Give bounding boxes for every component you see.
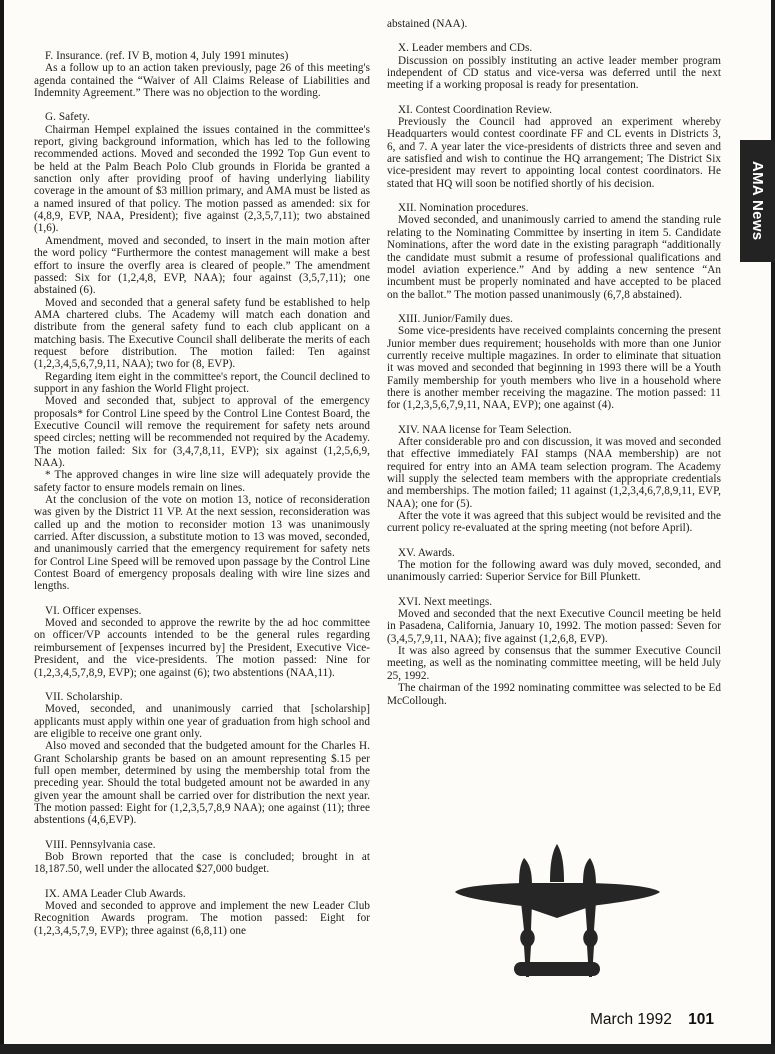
body-paragraph: Moved and seconded to approve and implement the new Leader Club Recognition Awards program. The motion passed: Eight for (1,2,3,4,5,7,9, EVP); three against (6,8,11) one [34,900,370,937]
section-heading: XI. Contest Coordination Review. [398,103,553,116]
body-paragraph: Previously the Council had approved an experiment whereby Headquarters would contest coordinate FF and CL events in Districts 3, 6, and 7. A year later the vice-presidents of districts three and seven and are satisfied and wish to continue the HQ arrangement; The District Six vice-president may revert to appointing local contest coordinators. He stated that HQ will soon be notified shortly of his decision. [387,116,721,190]
body-paragraph: Discussion on possibly instituting an active leader member program independent of CD status and vice-versa was deferred until the next meeting if a working proposal is ready for presentation. [387,54,721,92]
body-paragraph: Also moved and seconded that the budgeted amount for the Charles H. Grant Scholarship grants be based on an amount representing $.15 per full open member, determined by using the membership total from the preceding year. Should the total budgeted amount not be awarded in any given year the amount shall be carried over for distribution the next year. The motion passed: Eight for (1,2,3,5,7,8,9 NAA); one against (11); three abstentions (4,6,EVP). [34,740,370,827]
body-paragraph: Amendment, moved and seconded, to insert in the main motion after the word policy “Furthermore the contest management will make a best effort to insure the overfly area is cleared of people.” The amendment passed: Six for (1,2,4,8, EVP, NAA); four against (3,5,7,11); one abstained (6). [34,234,370,297]
minutes-section [34,50,370,99]
minutes-section [387,424,721,535]
body-paragraph: Moved seconded, and unanimously carried to amend the standing rule relating to the Nominating Committee by inserting in item 5. Candidate Nominations, after the word date in the existing paragraph “additionally the candidate must submit a resume of professional qualifications and model aviation experience.” And by adding a new sentence “An incumbent must be properly nominated and have accepted to be placed on the ballot.” The motion passed unanimously (6,7,8 abstained). [387,214,721,301]
body-paragraph: As a follow up to an action taken previously, page 26 of this meeting's agenda contained the “Waiver of All Claims Release of Liabilities and Indemnity Agreement.” There was no objection to the wording. [34,62,370,100]
minutes-section [34,111,370,592]
section-heading: XVI. Next meetings. [398,595,493,608]
body-paragraph: The chairman of the 1992 nominating committee was selected to be Ed McCollough. [387,682,721,707]
section-heading: X. Leader members and CDs. [398,42,533,55]
section-heading: F. Insurance. (ref. IV B, motion 4, July 1991 minutes) [45,50,289,62]
airplane-shape [455,844,660,977]
section-heading: VII. Scholarship. [45,690,123,703]
body-paragraph: At the conclusion of the vote on motion 13, notice of reconsideration was given by the District 11 VP. At the next session, reconsideration was called up and the motion to reconsider motion 13 was unanimously carried. After discussion, a substitute motion to 13 was moved, seconded, and unanimously carried that the emergency requirement for safety nets for Control Line Speed will be removed upon passage by the Control Line Contest Board of emergency proposals dealing with wire line sizes and lengths. [34,494,370,593]
section-heading: XII. Nomination procedures. [398,202,529,215]
minutes-section [387,547,721,584]
right-column [387,18,721,719]
minutes-section [387,104,721,190]
section-tab-label: AMA News [749,161,766,241]
body-paragraph: Chairman Hempel explained the issues contained in the committee's report, giving background information, which has led to the following recommended actions. Moved and seconded the 1992 Top Gun event to be held at the Palm Beach Polo Club grounds in Florida be granted a sanction only after providing proof of having underlying liability coverage in the amount of $3 million primary, and AMA must be listed as a named insured of that policy. The motion passed as amended: six for (4,8,9, EVP, NAA, President); five against (2,3,5,7,11); two abstained (1,6). [34,123,370,235]
left-column [34,50,370,949]
airplane-silhouette-icon [452,842,667,977]
body-paragraph: Moved and seconded that, subject to approval of the emergency proposals* for Control Line speed by the Control Line Contest Board, the Executive Council will remove the requirement for safety nets around speed circles; netting will be recommended not required by the Academy. The motion failed: Six for (3,4,7,8,11, EVP); six against (1,2,5,6,9, NAA). [34,395,370,469]
minutes-section [387,313,721,412]
section-heading: VI. Officer expenses. [45,604,142,617]
minutes-section [34,888,370,937]
body-paragraph: Moved and seconded that the next Executive Council meeting be held in Pasadena, California, January 10, 1992. The motion passed: Seven for (3,4,5,7,9,11, NAA); five against (1,2,6,8, EVP). [387,608,721,645]
minutes-section [387,596,721,707]
section-heading: G. Safety. [45,111,90,124]
section-tab [740,140,775,262]
body-paragraph: The motion for the following award was duly moved, seconded, and unanimously carried: Superior Service for Bill Plunkett. [387,559,721,584]
body-paragraph: Bob Brown reported that the case is concluded; brought in at 18,187.50, well under the allocated $27,000 budget. [34,850,370,876]
section-heading: XIV. NAA license for Team Selection. [398,423,572,436]
body-paragraph: After the vote it was agreed that this subject would be revisited and the current policy re-evaluated at the spring meeting (not before April). [387,510,721,535]
issue-date: March 1992 [590,1011,672,1028]
scan-border-bottom [0,1044,775,1054]
body-paragraph: Moved and seconded to approve the rewrite by the ad hoc committee on officer/VP accounts intended to be the general rules regarding reimbursement of [expenses incurred by] the President, Executive Vice-President, and the vice-presidents. The motion passed: Nine for (1,2,3,4,5,7,8,9, EVP); one against (6); two abstentions (NAA,11). [34,617,370,679]
body-paragraph: It was also agreed by consensus that the summer Executive Council meeting, as well as the nominating committee meeting, will be held July 25, 1992. [387,645,721,682]
body-paragraph: Some vice-presidents have received complaints concerning the present Junior member dues requirement; households with more than one Junior currently receive multiple magazines. In order to eliminate that situation it was moved and seconded that beginning in 1993 there will be a Youth Family membership for youth members who live in a household where there is another member receiving the magazine. The motion passed: 11 for (1,2,3,5,6,7,9,11, NAA, EVP); one against (4). [387,325,721,412]
minutes-section [387,202,721,301]
continuation-text: abstained (NAA). [387,18,468,30]
section-heading: XV. Awards. [398,546,455,559]
section-heading: XIII. Junior/Family dues. [398,312,513,325]
body-paragraph: * The approved changes in wire line size will adequately provide the safety factor to ensure models remain on lines. [34,469,370,494]
section-heading: VIII. Pennsylvania case. [45,838,156,851]
minutes-section [34,605,370,679]
body-paragraph: Moved and seconded that a general safety fund be established to help AMA chartered clubs. The Academy will match each donation and distribute from the general safety fund to each club applicant on a matching basis. The Executive Council shall deliberate the merits of each request before distribution. The motion failed: Ten against (1,2,3,4,5,6,7,9,11, NAA); two for (8, EVP). [34,296,370,371]
minutes-section [34,691,370,827]
body-paragraph: Regarding item eight in the committee's report, the Council declined to support in any fashion the World Flight project. [34,370,370,395]
minutes-section [387,42,721,91]
page-number: 101 [688,1011,715,1028]
minutes-section [34,839,370,876]
page-footer [590,1011,714,1029]
section-heading: IX. AMA Leader Club Awards. [45,887,186,900]
body-paragraph: Moved, seconded, and unanimously carried that [scholarship] applicants must apply within one year of graduation from high school and are eligible to receive one grant only. [34,703,370,740]
body-paragraph: After considerable pro and con discussion, it was moved and seconded that effective immediately FAI stamps (NAA membership) are not required for entry into an AMA team selection program. The Academy will supply the selected team members with the appropriate credentials and memberships. The motion failed; 11 against (1,2,3,4,6,7,8,9,11, EVP, NAA); one for (5). [387,435,721,510]
